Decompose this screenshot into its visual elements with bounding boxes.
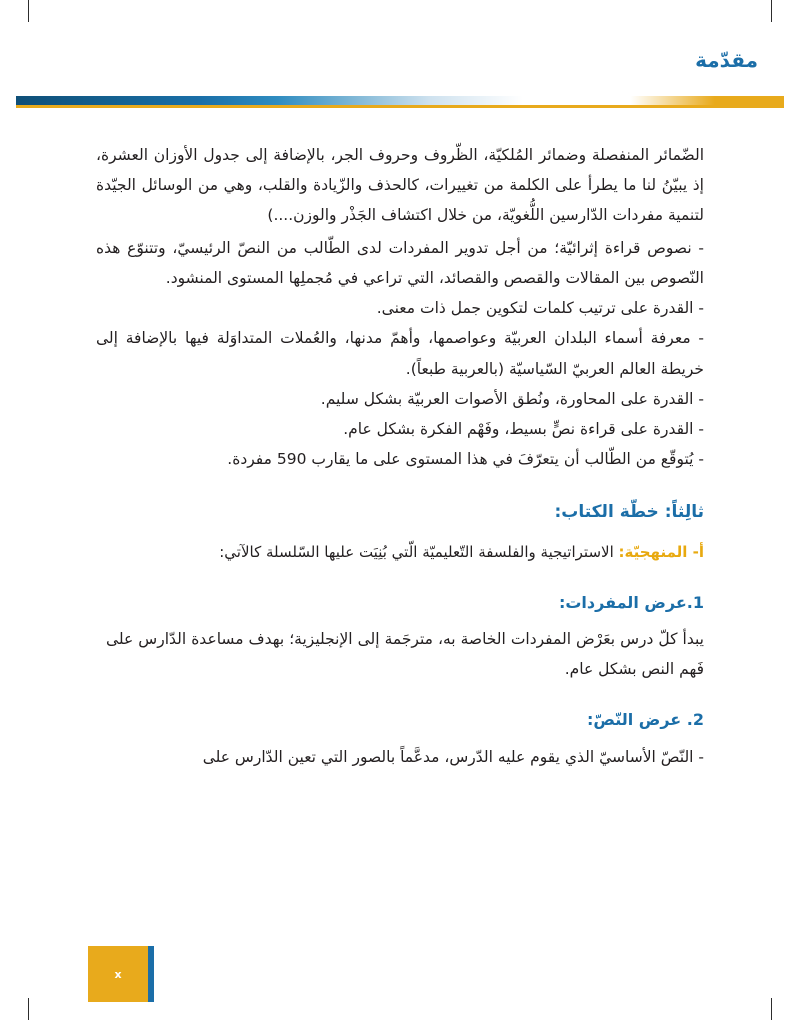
page-number-tab	[88, 946, 148, 1002]
numbered-heading-1: 1.عرض المفردات:	[558, 592, 704, 612]
subsection-label: أ- المنهجيّة:	[618, 542, 704, 561]
list-item: - يُتوقّع من الطّالب أن يتعرّفَ في هذا المستوى على ما يقارب 590 مفردة.	[227, 450, 704, 469]
header-gradient-rule	[16, 96, 784, 105]
list-item: - القدرة على المحاورة، ونُطق الأصوات العربيّة بشكل سليم.	[320, 389, 704, 408]
section-heading: ثالِثاً: خطّة الكتاب:	[554, 502, 704, 523]
list-item: - القدرة على ترتيب كلمات لتكوين جمل ذات معنى.	[376, 299, 704, 318]
list-item: - القدرة على قراءة نصٍّ بسيط، وفَهْم الفكرة بشكل عام.	[343, 419, 704, 438]
crop-mark-top-right	[771, 0, 772, 22]
page-tab-accent-strip	[148, 946, 154, 1002]
header-amber-rule	[16, 105, 784, 108]
bullet-list	[96, 233, 704, 475]
numbered-text-1: يبدأ كلّ درس بعَرْض المفردات الخاصة به، مترجَمة إلى الإنجليزية؛ بهدف مساعدة الدّارس على فَهم النص بشكل عام.	[106, 629, 704, 679]
crop-mark-bottom-right	[771, 998, 772, 1020]
subsection-line	[96, 538, 704, 567]
subsection-text: الاستراتيجية والفلسفة التّعليميّة الّتي بُنِيَت عليها السّلسلة كالآتي:	[219, 542, 619, 561]
crop-mark-bottom-left	[28, 998, 29, 1020]
list-item: - معرفة أسماء البلدان العربيّة وعواصمها، وأهمّ مدنها، والعُملات المتداوَلة فيها بالإضافة إلى خريطة العالم العربيّ السّياسيّة (بالعربية طبعاً).	[96, 329, 704, 378]
list-item: - نصوص قراءة إثرائيّة؛ من أجل تدوير المفردات لدى الطّالب من النصّ الرئيسيّ، وتتنوّع هذه النّصوص بين المقالات والقصص والقصائد، التي تراعي في مُجملِها المستوى المنشود.	[96, 238, 704, 287]
intro-paragraph: الضّمائر المنفصلة وضمائر المُلكيّة، الظّروف وحروف الجر، بالإضافة إلى جدول الأوزان العشرة، إذ يبيّنُ لنا ما يطرأ على الكلمة من تغييرات، كالحذف والزّيادة والقلب، وهي من الوسائل الجيّدة لتنمية مفردات الدّارسين اللُّغويّة، من خلال اكتشاف الجَذْر والوزن....)	[96, 146, 704, 225]
page-number: x	[114, 967, 122, 981]
crop-mark-top-left	[28, 0, 29, 22]
numbered-heading-2: 2. عرض النّصّ:	[586, 710, 704, 730]
numbered-text-2: - النّصّ الأساسيّ الذي يقوم عليه الدّرس، مدعَّماً بالصور التي تعين الدّارس على	[202, 747, 704, 766]
page-content	[96, 140, 704, 772]
page-title: مقدّمة	[695, 48, 758, 72]
